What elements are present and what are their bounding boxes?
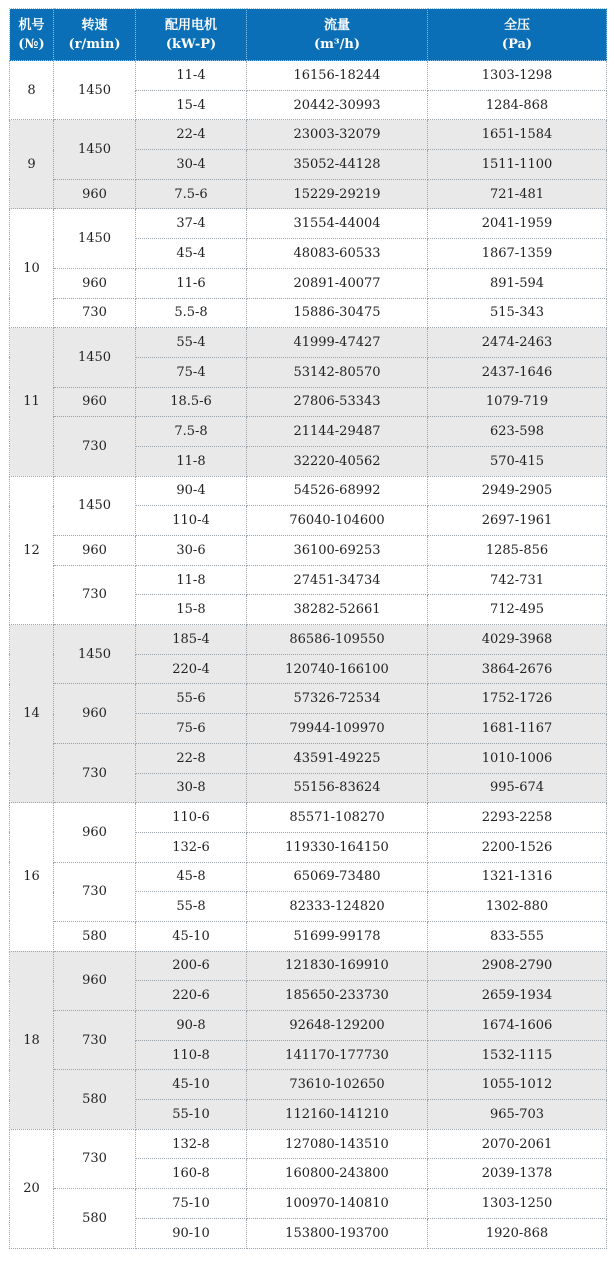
motor-cell: 30-8 <box>136 773 247 803</box>
speed-cell: 1450 <box>54 61 136 120</box>
table-header <box>10 9 607 61</box>
machine-group <box>10 951 607 1129</box>
header-unit: (Pa) <box>501 36 533 52</box>
pressure-cell: 1010-1006 <box>428 743 607 773</box>
header-unit: (№) <box>18 36 45 52</box>
header-flow <box>247 9 428 61</box>
motor-cell: 90-10 <box>136 1218 247 1248</box>
machine-no-cell: 11 <box>10 328 54 476</box>
header-unit: (kW-P) <box>165 36 217 52</box>
flow-cell: 31554-44004 <box>247 209 428 239</box>
speed-cell: 730 <box>54 1129 136 1188</box>
motor-cell: 160-8 <box>136 1159 247 1189</box>
flow-cell: 54526-68992 <box>247 476 428 506</box>
motor-cell: 55-10 <box>136 1100 247 1130</box>
pressure-cell: 623-598 <box>428 417 607 447</box>
motor-cell: 185-4 <box>136 625 247 655</box>
pressure-cell: 2041-1959 <box>428 209 607 239</box>
motor-cell: 200-6 <box>136 951 247 981</box>
table-row <box>10 1070 607 1100</box>
fan-spec-table-wrapper <box>9 8 606 1249</box>
machine-no-cell: 12 <box>10 476 54 624</box>
speed-cell: 960 <box>54 803 136 862</box>
machine-no-cell: 14 <box>10 625 54 803</box>
pressure-cell: 1867-1359 <box>428 239 607 269</box>
flow-cell: 82333-124820 <box>247 892 428 922</box>
machine-group <box>10 803 607 951</box>
pressure-cell: 833-555 <box>428 921 607 951</box>
header-unit: (m³/h) <box>314 36 360 52</box>
table-row <box>10 209 607 239</box>
table-row <box>10 1011 607 1041</box>
flow-cell: 160800-243800 <box>247 1159 428 1189</box>
flow-cell: 57326-72534 <box>247 684 428 714</box>
header-label: 全压 <box>503 17 530 33</box>
flow-cell: 21144-29487 <box>247 417 428 447</box>
motor-cell: 37-4 <box>136 209 247 239</box>
motor-cell: 15-8 <box>136 595 247 625</box>
motor-cell: 220-4 <box>136 654 247 684</box>
header-motor <box>136 9 247 61</box>
motor-cell: 45-8 <box>136 862 247 892</box>
pressure-cell: 2949-2905 <box>428 476 607 506</box>
pressure-cell: 712-495 <box>428 595 607 625</box>
motor-cell: 110-4 <box>136 506 247 536</box>
flow-cell: 27806-53343 <box>247 387 428 417</box>
pressure-cell: 1055-1012 <box>428 1070 607 1100</box>
machine-group <box>10 120 607 209</box>
flow-cell: 20442-30993 <box>247 90 428 120</box>
header-label: 配用电机 <box>164 17 217 33</box>
machine-no-cell: 10 <box>10 209 54 328</box>
speed-cell: 960 <box>54 951 136 1010</box>
flow-cell: 15229-29219 <box>247 179 428 209</box>
speed-cell: 1450 <box>54 476 136 535</box>
table-row <box>10 743 607 773</box>
pressure-cell: 1651-1584 <box>428 120 607 150</box>
pressure-cell: 2070-2061 <box>428 1129 607 1159</box>
motor-cell: 22-4 <box>136 120 247 150</box>
flow-cell: 100970-140810 <box>247 1189 428 1219</box>
table-row <box>10 417 607 447</box>
flow-cell: 23003-32079 <box>247 120 428 150</box>
machine-no-cell: 18 <box>10 951 54 1129</box>
flow-cell: 35052-44128 <box>247 150 428 180</box>
motor-cell: 110-8 <box>136 1040 247 1070</box>
table-row <box>10 476 607 506</box>
motor-cell: 90-8 <box>136 1011 247 1041</box>
motor-cell: 132-8 <box>136 1129 247 1159</box>
pressure-cell: 1532-1115 <box>428 1040 607 1070</box>
flow-cell: 121830-169910 <box>247 951 428 981</box>
speed-cell: 730 <box>54 743 136 802</box>
motor-cell: 7.5-8 <box>136 417 247 447</box>
machine-group <box>10 328 607 476</box>
header-label: 转速 <box>81 17 108 33</box>
machine-group <box>10 61 607 120</box>
pressure-cell: 995-674 <box>428 773 607 803</box>
flow-cell: 43591-49225 <box>247 743 428 773</box>
header-label: 机号 <box>18 17 45 33</box>
flow-cell: 16156-18244 <box>247 61 428 91</box>
motor-cell: 55-6 <box>136 684 247 714</box>
pressure-cell: 1284-868 <box>428 90 607 120</box>
flow-cell: 92648-129200 <box>247 1011 428 1041</box>
flow-cell: 141170-177730 <box>247 1040 428 1070</box>
flow-cell: 85571-108270 <box>247 803 428 833</box>
flow-cell: 127080-143510 <box>247 1129 428 1159</box>
table-row <box>10 328 607 358</box>
motor-cell: 11-6 <box>136 268 247 298</box>
pressure-cell: 721-481 <box>428 179 607 209</box>
pressure-cell: 1681-1167 <box>428 714 607 744</box>
speed-cell: 1450 <box>54 120 136 179</box>
speed-cell: 580 <box>54 1070 136 1129</box>
flow-cell: 15886-30475 <box>247 298 428 328</box>
header-label: 流量 <box>323 17 350 33</box>
pressure-cell: 891-594 <box>428 268 607 298</box>
flow-cell: 112160-141210 <box>247 1100 428 1130</box>
motor-cell: 90-4 <box>136 476 247 506</box>
table-row <box>10 862 607 892</box>
pressure-cell: 4029-3968 <box>428 625 607 655</box>
pressure-cell: 2293-2258 <box>428 803 607 833</box>
pressure-cell: 1285-856 <box>428 536 607 566</box>
pressure-cell: 2474-2463 <box>428 328 607 358</box>
table-row <box>10 387 607 417</box>
motor-cell: 7.5-6 <box>136 179 247 209</box>
pressure-cell: 2039-1378 <box>428 1159 607 1189</box>
motor-cell: 132-6 <box>136 832 247 862</box>
header-speed <box>54 9 136 61</box>
motor-cell: 18.5-6 <box>136 387 247 417</box>
header-unit: (r/min) <box>68 36 121 52</box>
pressure-cell: 2200-1526 <box>428 832 607 862</box>
header-row <box>10 9 607 61</box>
machine-no-cell: 9 <box>10 120 54 209</box>
motor-cell: 75-4 <box>136 357 247 387</box>
motor-cell: 55-8 <box>136 892 247 922</box>
flow-cell: 76040-104600 <box>247 506 428 536</box>
flow-cell: 120740-166100 <box>247 654 428 684</box>
flow-cell: 38282-52661 <box>247 595 428 625</box>
table-row <box>10 951 607 981</box>
motor-cell: 5.5-8 <box>136 298 247 328</box>
flow-cell: 79944-109970 <box>247 714 428 744</box>
speed-cell: 960 <box>54 684 136 743</box>
motor-cell: 45-4 <box>136 239 247 269</box>
motor-cell: 45-10 <box>136 1070 247 1100</box>
speed-cell: 730 <box>54 565 136 624</box>
pressure-cell: 1303-1298 <box>428 61 607 91</box>
machine-no-cell: 8 <box>10 61 54 120</box>
motor-cell: 11-4 <box>136 61 247 91</box>
motor-cell: 45-10 <box>136 921 247 951</box>
motor-cell: 75-10 <box>136 1189 247 1219</box>
flow-cell: 36100-69253 <box>247 536 428 566</box>
pressure-cell: 3864-2676 <box>428 654 607 684</box>
table-row <box>10 179 607 209</box>
table-row <box>10 61 607 91</box>
speed-cell: 1450 <box>54 625 136 684</box>
flow-cell: 48083-60533 <box>247 239 428 269</box>
motor-cell: 75-6 <box>136 714 247 744</box>
table-row <box>10 684 607 714</box>
machine-no-cell: 20 <box>10 1129 54 1248</box>
motor-cell: 11-8 <box>136 565 247 595</box>
motor-cell: 11-8 <box>136 446 247 476</box>
motor-cell: 55-4 <box>136 328 247 358</box>
machine-group <box>10 1129 607 1248</box>
machine-group <box>10 625 607 803</box>
speed-cell: 730 <box>54 298 136 328</box>
pressure-cell: 1303-1250 <box>428 1189 607 1219</box>
pressure-cell: 1302-880 <box>428 892 607 922</box>
pressure-cell: 1674-1606 <box>428 1011 607 1041</box>
pressure-cell: 2659-1934 <box>428 981 607 1011</box>
table-row <box>10 625 607 655</box>
flow-cell: 51699-99178 <box>247 921 428 951</box>
pressure-cell: 965-703 <box>428 1100 607 1130</box>
table-row <box>10 536 607 566</box>
motor-cell: 30-6 <box>136 536 247 566</box>
pressure-cell: 570-415 <box>428 446 607 476</box>
speed-cell: 730 <box>54 417 136 476</box>
pressure-cell: 1752-1726 <box>428 684 607 714</box>
pressure-cell: 1511-1100 <box>428 150 607 180</box>
pressure-cell: 2697-1961 <box>428 506 607 536</box>
flow-cell: 119330-164150 <box>247 832 428 862</box>
speed-cell: 730 <box>54 1011 136 1070</box>
pressure-cell: 515-343 <box>428 298 607 328</box>
table-row <box>10 298 607 328</box>
flow-cell: 86586-109550 <box>247 625 428 655</box>
flow-cell: 27451-34734 <box>247 565 428 595</box>
table-row <box>10 120 607 150</box>
speed-cell: 960 <box>54 536 136 566</box>
flow-cell: 41999-47427 <box>247 328 428 358</box>
motor-cell: 30-4 <box>136 150 247 180</box>
pressure-cell: 2908-2790 <box>428 951 607 981</box>
motor-cell: 220-6 <box>136 981 247 1011</box>
flow-cell: 73610-102650 <box>247 1070 428 1100</box>
table-row <box>10 921 607 951</box>
flow-cell: 53142-80570 <box>247 357 428 387</box>
flow-cell: 55156-83624 <box>247 773 428 803</box>
speed-cell: 960 <box>54 387 136 417</box>
pressure-cell: 1079-719 <box>428 387 607 417</box>
motor-cell: 22-8 <box>136 743 247 773</box>
header-pressure <box>428 9 607 61</box>
machine-no-cell: 16 <box>10 803 54 951</box>
table-row <box>10 1129 607 1159</box>
table-row <box>10 565 607 595</box>
speed-cell: 580 <box>54 1189 136 1248</box>
motor-cell: 110-6 <box>136 803 247 833</box>
speed-cell: 730 <box>54 862 136 921</box>
machine-group <box>10 209 607 328</box>
fan-spec-table <box>9 8 607 1249</box>
table-row <box>10 268 607 298</box>
machine-group <box>10 476 607 624</box>
pressure-cell: 742-731 <box>428 565 607 595</box>
header-machine-no <box>10 9 54 61</box>
speed-cell: 580 <box>54 921 136 951</box>
motor-cell: 15-4 <box>136 90 247 120</box>
flow-cell: 20891-40077 <box>247 268 428 298</box>
table-row <box>10 803 607 833</box>
flow-cell: 65069-73480 <box>247 862 428 892</box>
table-row <box>10 1189 607 1219</box>
flow-cell: 185650-233730 <box>247 981 428 1011</box>
speed-cell: 1450 <box>54 209 136 268</box>
flow-cell: 32220-40562 <box>247 446 428 476</box>
speed-cell: 960 <box>54 179 136 209</box>
speed-cell: 960 <box>54 268 136 298</box>
pressure-cell: 1321-1316 <box>428 862 607 892</box>
speed-cell: 1450 <box>54 328 136 387</box>
pressure-cell: 1920-868 <box>428 1218 607 1248</box>
pressure-cell: 2437-1646 <box>428 357 607 387</box>
flow-cell: 153800-193700 <box>247 1218 428 1248</box>
